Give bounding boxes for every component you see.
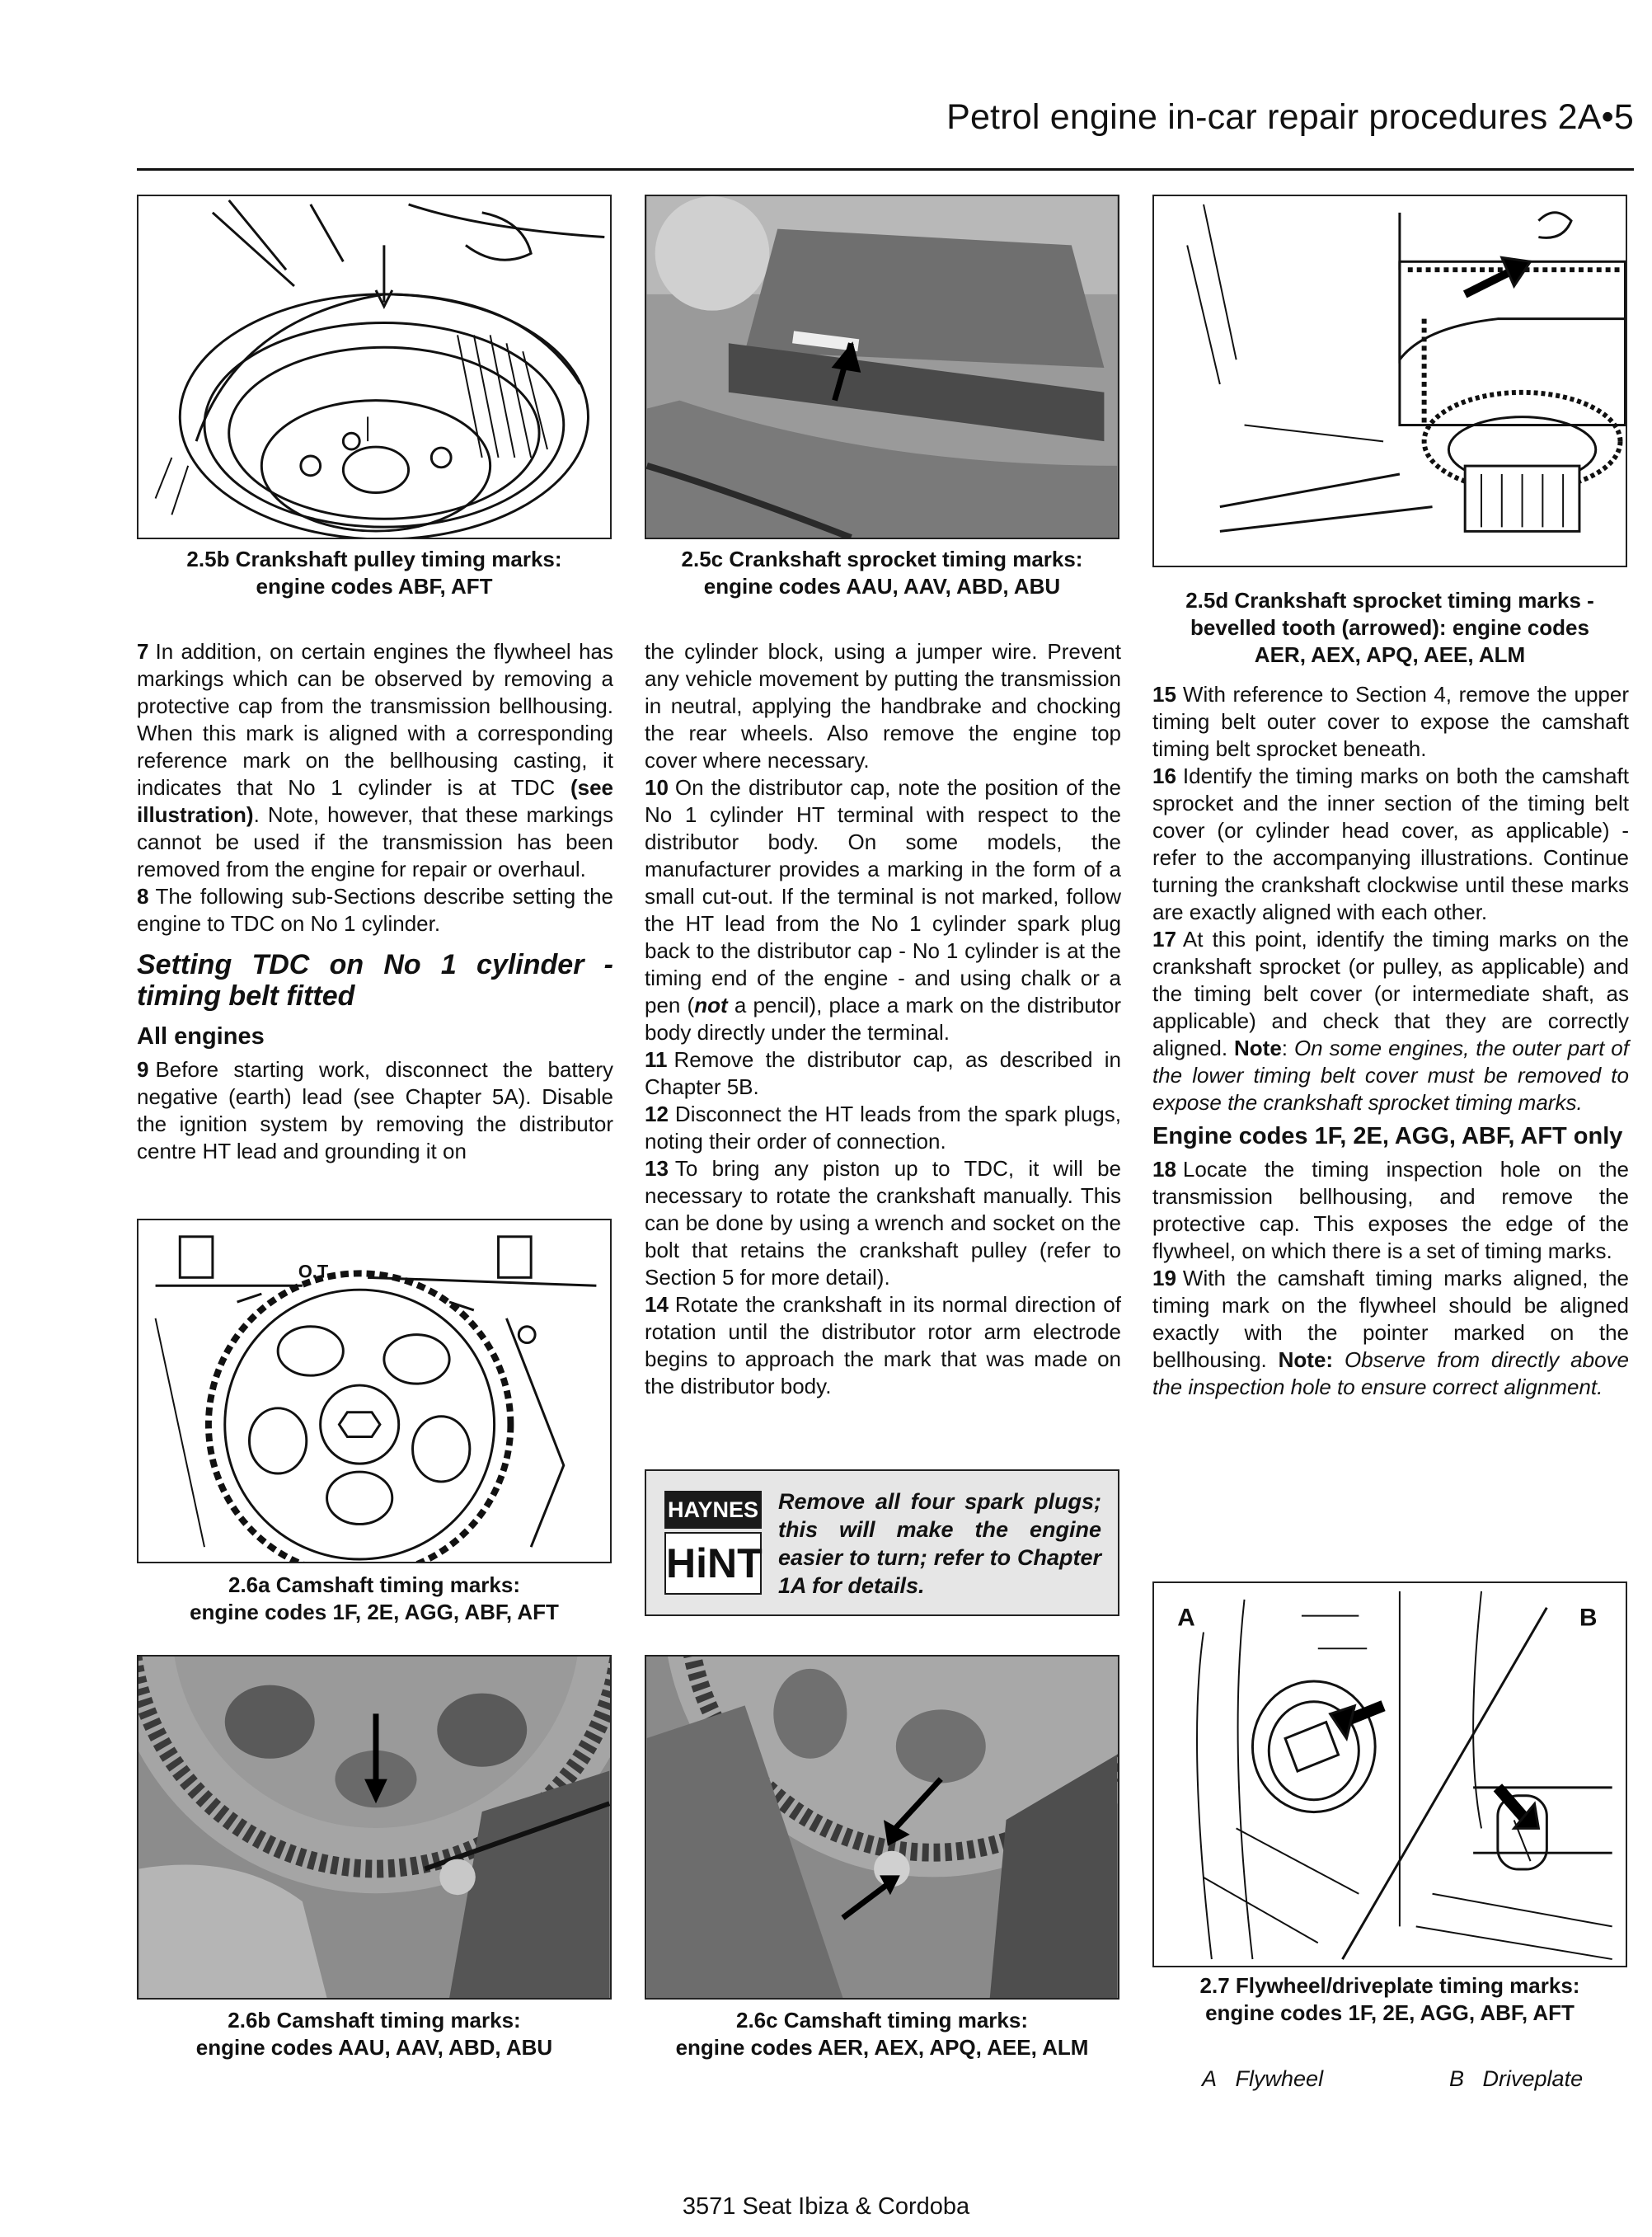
page-footer: 3571 Seat Ibiza & Cordoba — [682, 2193, 970, 2220]
caption-line: 2.5c Crankshaft sprocket timing marks: — [681, 547, 1083, 571]
caption-line: 2.5d Crankshaft sprocket timing marks - — [1185, 588, 1594, 613]
paragraph-number: 7 — [137, 639, 149, 664]
figure-2-5d-illustration — [1152, 195, 1627, 567]
caption-line: AER, AEX, APQ, AEE, ALM — [1254, 642, 1526, 667]
paragraph-text: On the distributor cap, note the position of the No 1 cylinder HT terminal with respect to the distributor body. On some models, the manufacturer provides a marking in the form of a small cut-out. If the terminal is not marked, follow the HT lead from the No 1 cylinder spark plug back to the distributor cap - No 1 cylinder is at the timing end of the engine - and using chalk or a pen ( — [645, 775, 1121, 1017]
caption-line: engine codes AAU, AAV, ABD, ABU — [703, 574, 1061, 599]
paragraph-text: Remove the distributor cap, as described in Chapter 5B. — [645, 1047, 1121, 1099]
paragraph-text: With the camshaft timing marks aligned, the timing mark on the flywheel should be aligned exactly with the pointer marked on the bellhousing. — [1152, 1266, 1629, 1372]
paragraph-text: : — [1281, 1036, 1294, 1060]
figure-2-6c-photo — [645, 1655, 1119, 2000]
legend-label: Driveplate — [1482, 2066, 1584, 2091]
paragraph-text: At this point, identify the timing marks on the crankshaft sprocket (or pulley, as applicable) and the timing belt cover (or intermediate shaft, as applicable) and check that they are correctly aligned. — [1152, 927, 1629, 1060]
column-1-text — [137, 638, 613, 1165]
caption-line: engine codes 1F, 2E, AGG, ABF, AFT — [1205, 2000, 1575, 2025]
paragraph-text: Locate the timing inspection hole on the transmission bellhousing, and remove the protective cap. This exposes the edge of the flywheel, on which there is a set of timing marks. — [1152, 1157, 1629, 1263]
caption-line: engine codes ABF, AFT — [256, 574, 493, 599]
label-b: B — [1579, 1604, 1598, 1632]
paragraph-text: Rotate the crankshaft in its normal direction of rotation until the distributor rotor arm electrode begins to approach the mark that was made on the distributor body. — [645, 1292, 1121, 1398]
haynes-logo-text: HAYNES — [664, 1491, 762, 1529]
label-a: A — [1177, 1604, 1195, 1632]
haynes-hint-logo — [664, 1491, 762, 1595]
caption-line: bevelled tooth (arrowed): engine codes — [1190, 615, 1589, 640]
figure-2-6a-caption — [137, 1572, 612, 1626]
section-heading: Setting TDC on No 1 cylinder - timing belt fitted — [137, 949, 613, 1012]
legend-key: A — [1202, 2066, 1218, 2091]
legend-key: B — [1449, 2066, 1465, 2091]
paragraph-number: 11 — [645, 1047, 668, 1072]
paragraph-16 — [1152, 763, 1629, 926]
caption-line: engine codes 1F, 2E, AGG, ABF, AFT — [190, 1600, 559, 1624]
paragraph-17 — [1152, 926, 1629, 1116]
paragraph-number: 8 — [137, 884, 149, 909]
paragraph-9 — [137, 1056, 613, 1165]
figure-2-5b-caption — [137, 546, 612, 600]
figure-2-5d-caption — [1152, 587, 1627, 669]
illustration-reference: (see illustration) — [137, 775, 613, 827]
emphasis-text: not — [694, 993, 728, 1017]
paragraph-18 — [1152, 1156, 1629, 1265]
paragraph-text: . Note, however, that these markings cannot be used if the transmission has been removed from the engine for repair or overhaul. — [137, 802, 613, 881]
caption-line: 2.6b Camshaft timing marks: — [228, 2008, 521, 2033]
paragraph-number: 9 — [137, 1057, 149, 1082]
running-header: Petrol engine in-car repair procedures 2A•5 — [946, 97, 1634, 137]
figure-2-6b-photo — [137, 1655, 612, 2000]
subsection-heading: All engines — [137, 1023, 265, 1050]
note-label: Note — [1234, 1036, 1282, 1060]
figure-2-6c-caption — [645, 2007, 1119, 2061]
paragraph-number: 15 — [1152, 682, 1176, 707]
paragraph-number: 17 — [1152, 927, 1176, 952]
header-rule — [137, 168, 1634, 171]
paragraph-19 — [1152, 1265, 1629, 1401]
paragraph-text: the cylinder block, using a jumper wire. Prevent any vehicle movement by putting the transmission in neutral, applying the handbrake and chocking the rear wheels. Also remove the engine top cover where necessary. — [645, 639, 1121, 773]
ot-mark-label: O.T. — [298, 1261, 331, 1282]
legend-flywheel — [1202, 2066, 1323, 2092]
hint-logo-text: HiNT — [664, 1532, 762, 1595]
paragraph-number: 19 — [1152, 1266, 1176, 1290]
caption-line: 2.7 Flywheel/driveplate timing marks: — [1199, 1973, 1580, 1998]
paragraph-10 — [645, 774, 1121, 1046]
paragraph-15 — [1152, 681, 1629, 763]
caption-line: 2.5b Crankshaft pulley timing marks: — [186, 547, 562, 571]
figure-2-6b-caption — [137, 2007, 612, 2061]
paragraph-7 — [137, 638, 613, 883]
paragraph-14 — [645, 1291, 1121, 1400]
figure-2-7-illustration — [1152, 1581, 1627, 1967]
paragraph-number: 13 — [645, 1156, 669, 1181]
paragraph-text: Disconnect the HT leads from the spark plugs, noting their order of connection. — [645, 1102, 1121, 1154]
hint-text: Remove all four spark plugs; this will make the engine easier to turn; refer to Chapter 1A for details. — [778, 1489, 1101, 1598]
caption-line: 2.6c Camshaft timing marks: — [735, 2008, 1028, 2033]
caption-line: 2.6a Camshaft timing marks: — [228, 1572, 520, 1597]
legend-driveplate — [1449, 2066, 1583, 2092]
note-text: Observe from directly above the inspection hole to ensure correct alignment. — [1152, 1347, 1629, 1399]
paragraph-8 — [137, 883, 613, 938]
paragraph-number: 18 — [1152, 1157, 1176, 1182]
figure-2-5b-illustration — [137, 195, 612, 539]
paragraph-9-continued — [645, 638, 1121, 774]
figure-2-5c-caption — [645, 546, 1119, 600]
column-3-text — [1152, 681, 1629, 1401]
paragraph-text: Before starting work, disconnect the battery negative (earth) lead (see Chapter 5A). Disable the ignition system by removing the distributor centre HT lead and grounding it on — [137, 1057, 613, 1163]
paragraph-number: 10 — [645, 775, 669, 800]
column-2-text — [645, 638, 1121, 1400]
paragraph-text: With reference to Section 4, remove the upper timing belt outer cover to expose the camshaft timing belt sprocket beneath. — [1152, 682, 1629, 761]
legend-label: Flywheel — [1235, 2066, 1324, 2091]
paragraph-text: The following sub-Sections describe setting the engine to TDC on No 1 cylinder. — [137, 884, 613, 936]
paragraph-number: 16 — [1152, 764, 1176, 788]
paragraph-text: a pencil), place a mark on the distributor body directly under the terminal. — [645, 993, 1121, 1045]
paragraph-11 — [645, 1046, 1121, 1101]
haynes-hint-box — [645, 1469, 1119, 1616]
caption-line: engine codes AAU, AAV, ABD, ABU — [195, 2035, 553, 2060]
note-label: Note: — [1278, 1347, 1334, 1372]
figure-2-6a-illustration — [137, 1219, 612, 1563]
paragraph-12 — [645, 1101, 1121, 1155]
figure-2-5c-photo — [645, 195, 1119, 539]
figure-2-7-caption — [1152, 1972, 1627, 2027]
subsection-heading: Engine codes 1F, 2E, AGG, ABF, AFT only — [1152, 1123, 1623, 1149]
paragraph-13 — [645, 1155, 1121, 1291]
note-text: On some engines, the outer part of the lower timing belt cover must be removed to expose the crankshaft sprocket timing marks. — [1152, 1036, 1629, 1115]
paragraph-number: 12 — [645, 1102, 669, 1126]
paragraph-text: In addition, on certain engines the flywheel has markings which can be observed by removing a protective cap from the transmission bellhousing. When this mark is aligned with a corresponding reference mark on the bellhousing casting, it indicates that No 1 cylinder is at TDC — [137, 639, 613, 800]
caption-line: engine codes AER, AEX, APQ, AEE, ALM — [675, 2035, 1089, 2060]
paragraph-number: 14 — [645, 1292, 669, 1317]
paragraph-text: To bring any piston up to TDC, it will be necessary to rotate the crankshaft manually. This can be done by using a wrench and socket on the bolt that retains the crankshaft pulley (refer to Section 5 for more detail). — [645, 1156, 1121, 1290]
paragraph-text: Identify the timing marks on both the camshaft sprocket and the inner section of the timing belt cover (or cylinder head cover, as applicable) - refer to the accompanying illustrations. Continue turning the crankshaft clockwise until these marks are exactly aligned with each other. — [1152, 764, 1629, 924]
